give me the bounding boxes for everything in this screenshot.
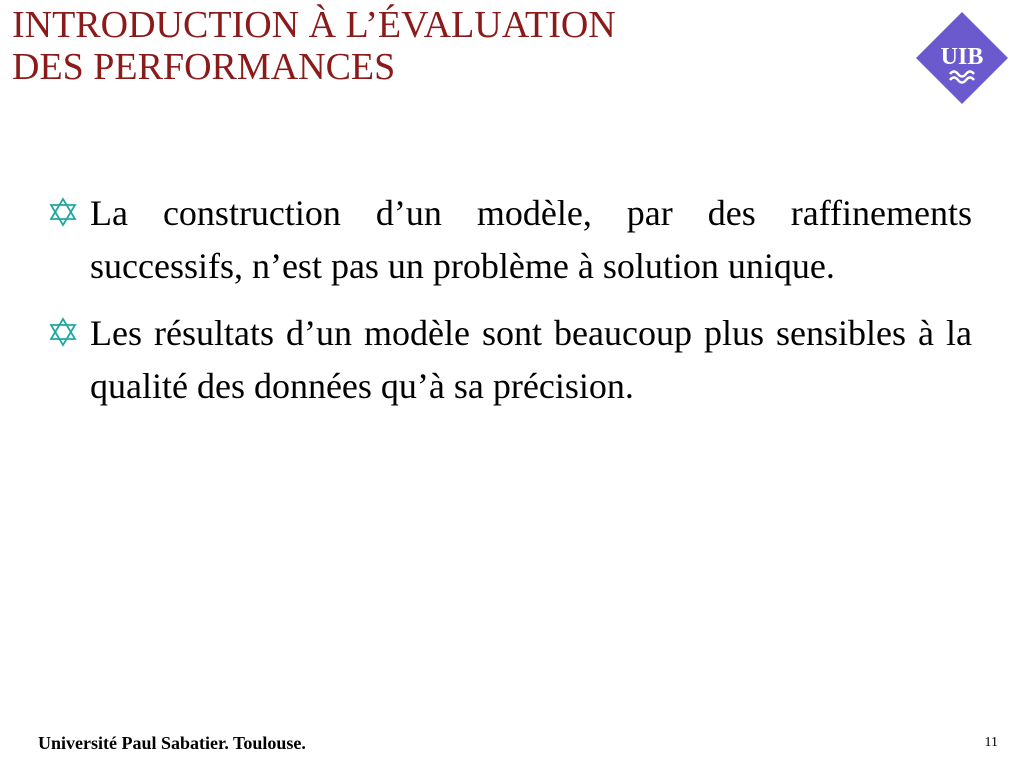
bullet-item — [40, 307, 972, 413]
logo-text: UIB — [940, 44, 984, 70]
bullet-item — [40, 187, 972, 293]
footer-university: Université Paul Sabatier. Toulouse. — [38, 733, 306, 753]
page-number: 11 — [984, 735, 998, 750]
title-line-1: INTRODUCTION À L’ÉVALUATION — [12, 4, 616, 46]
star-of-david-icon — [48, 197, 78, 227]
bullet-text: Les résultats d’un modèle sont beaucoup plus sensibles à la qualité des données qu’à sa précision. — [90, 313, 972, 406]
title-line-2: DES PERFORMANCES — [12, 46, 396, 88]
slide-body — [40, 187, 972, 427]
bullet-text: La construction d’un modèle, par des raffinements successifs, n’est pas un problème à solution unique. — [90, 193, 972, 286]
uib-logo-icon — [914, 10, 1010, 106]
university-logo — [914, 10, 1010, 106]
star-of-david-icon — [48, 317, 78, 347]
slide-title — [12, 4, 872, 88]
